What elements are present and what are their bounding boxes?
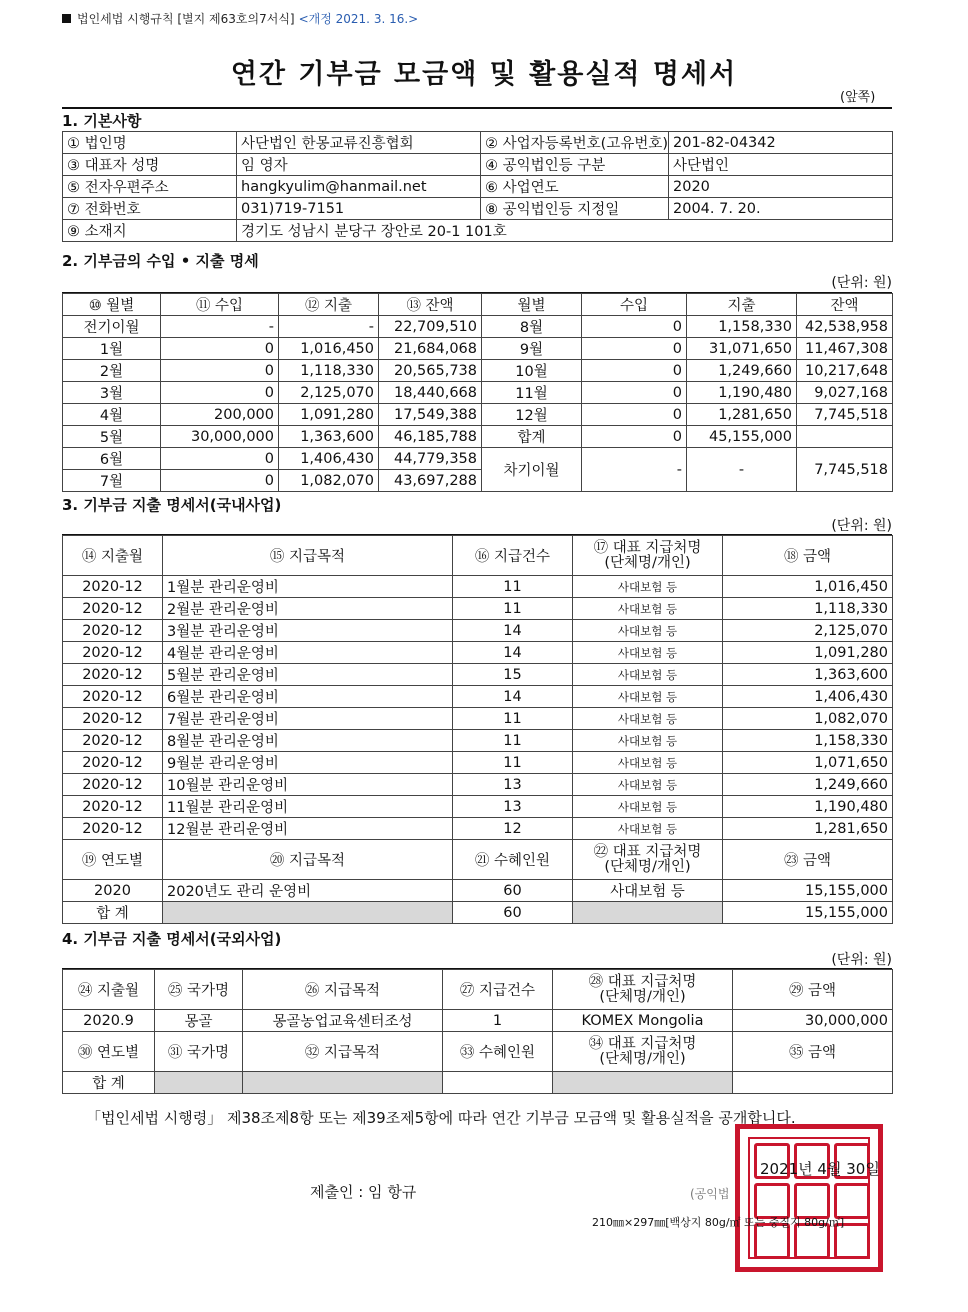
column-header: ⑳ 지급목적 [163,840,453,880]
corp-type: 사단법인 [669,154,893,176]
payee-name: 사대보험 등 [573,576,723,598]
amount: 1,190,480 [723,796,893,818]
expense-month: 2020.9 [63,1010,155,1032]
overseas-expense-table [62,969,893,1094]
table-row [63,220,893,242]
expense-month: 2020-12 [63,576,163,598]
payee-name: 사대보험 등 [573,708,723,730]
carry-forward-balance: 7,745,518 [797,448,893,492]
column-header: ㉛ 국가명 [155,1032,243,1072]
payee-name: 사대보험 등 [573,796,723,818]
section1-top-rule [62,107,892,109]
month-cell: 1월 [63,338,161,360]
table-row [63,664,893,686]
column-header: ㉖ 지급목적 [243,970,443,1010]
expense-cell: 1,158,330 [687,316,797,338]
expense-cell: - [279,316,379,338]
email-value: hangkyulim@hanmail.net [237,176,481,198]
column-header: ㉝ 수혜인원 [443,1032,553,1072]
amount: 15,155,000 [723,880,893,902]
table-row [63,426,893,448]
header-line: (단체명/개인) [604,858,691,875]
column-header: ⑬ 잔액 [379,294,482,316]
section3-unit: (단위: 원) [831,518,892,534]
income-cell: 0 [582,338,687,360]
amount: 2,125,070 [723,620,893,642]
expense-cell: 1,091,280 [279,404,379,426]
amount: 1,082,070 [723,708,893,730]
shaded-cell [243,1072,443,1094]
total-count: 60 [453,902,573,924]
income-cell: 0 [582,382,687,404]
field-label: ④ 공익법인등 구분 [481,154,669,176]
expense-cell: 1,190,480 [687,382,797,404]
field-label: ② 사업자등록번호(고유번호) [481,132,669,154]
month-cell: 3월 [63,382,161,404]
expense-month: 2020-12 [63,774,163,796]
expense-purpose: 3월분 관리운영비 [163,620,453,642]
balance-cell: 7,745,518 [797,404,893,426]
field-label: ⑧ 공익법인등 지정일 [481,198,669,220]
payee-name: 사대보험 등 [573,664,723,686]
payee-name: 사대보험 등 [573,620,723,642]
header-line: ㉘ 대표 지급처명 [588,973,697,990]
month-cell: 2월 [63,360,161,382]
expense-month: 2020-12 [63,620,163,642]
column-header: ㉔ 지출월 [63,970,155,1010]
column-header: ㉟ 금액 [733,1032,893,1072]
column-header [553,970,733,1010]
expense-purpose: 10월분 관리운영비 [163,774,453,796]
amount: 1,118,330 [723,598,893,620]
total-income: 0 [582,426,687,448]
table-row [63,132,893,154]
field-label: ⑦ 전화번호 [63,198,237,220]
beneficiary-count: 60 [453,880,573,902]
carry-forward-expense: - [687,448,797,492]
basic-info-table [62,131,893,242]
column-header: ⑲ 연도별 [63,840,163,880]
payee-name: 사대보험 등 [573,880,723,902]
table-row [63,880,893,902]
table-row [63,1010,893,1032]
expense-month: 2020-12 [63,642,163,664]
balance-cell: 42,538,958 [797,316,893,338]
expense-purpose: 4월분 관리운영비 [163,642,453,664]
month-cell: 5월 [63,426,161,448]
column-header: 수입 [582,294,687,316]
month-cell: 12월 [482,404,582,426]
payment-count: 13 [453,774,573,796]
income-cell: 0 [161,470,279,492]
table-row [63,796,893,818]
total-label: 합 계 [63,1072,155,1094]
section1-title: 1. 기본사항 [62,112,142,130]
payee-name: KOMEX Mongolia [553,1010,733,1032]
section4-title: 4. 기부금 지출 명세서(국외사업) [62,930,282,948]
month-cell: 8월 [482,316,582,338]
payment-count: 11 [453,598,573,620]
table-row [63,598,893,620]
expense-purpose: 2020년도 관리 운영비 [163,880,453,902]
table-row [63,448,893,470]
amount: 1,016,450 [723,576,893,598]
month-cell: 6월 [63,448,161,470]
balance-cell: 43,697,288 [379,470,482,492]
balance-cell: 17,549,388 [379,404,482,426]
total-row [63,902,893,924]
payment-count: 12 [453,818,573,840]
payee-name: 사대보험 등 [573,774,723,796]
field-label: ① 법인명 [63,132,237,154]
header-line: (단체명/개인) [599,1050,686,1067]
expense-purpose: 8월분 관리운영비 [163,730,453,752]
column-header: ㉕ 국가명 [155,970,243,1010]
table-row [63,752,893,774]
amount: 1,281,650 [723,818,893,840]
domestic-expense-table [62,535,893,924]
expense-month: 2020-12 [63,730,163,752]
table-row [63,176,893,198]
amount: 1,158,330 [723,730,893,752]
income-cell: 0 [161,338,279,360]
expense-cell: 1,118,330 [279,360,379,382]
payment-count: 14 [453,642,573,664]
expense-cell: 1,016,450 [279,338,379,360]
income-cell: 0 [582,404,687,426]
month-cell: 7월 [63,470,161,492]
page-title: 연간 기부금 모금액 및 활용실적 명세서 [230,59,738,90]
field-label: ⑥ 사업연도 [481,176,669,198]
column-header: ⑮ 지급목적 [163,536,453,576]
carry-forward-income: - [582,448,687,492]
table-row [63,382,893,404]
payment-count: 11 [453,708,573,730]
submission-date: 2021년 4월 30일 [760,1160,880,1178]
shaded-cell [163,902,453,924]
table-row [63,360,893,382]
shaded-cell [573,902,723,924]
payment-count: 15 [453,664,573,686]
amount: 1,406,430 [723,686,893,708]
expense-purpose: 11월분 관리운영비 [163,796,453,818]
column-header: ⑱ 금액 [723,536,893,576]
expense-purpose: 1월분 관리운영비 [163,576,453,598]
expense-month: 2020-12 [63,818,163,840]
table-row [63,338,893,360]
expense-cell: 1,406,430 [279,448,379,470]
payment-count: 13 [453,796,573,818]
income-cell: 200,000 [161,404,279,426]
payee-name: 사대보험 등 [573,642,723,664]
month-cell: 전기이월 [63,316,161,338]
country-name: 몽골 [155,1010,243,1032]
payee-name: 사대보험 등 [573,818,723,840]
section2-unit: (단위: 원) [831,275,892,291]
square-bullet-icon [62,14,71,23]
table-header-row [63,970,893,1010]
expense-purpose: 2월분 관리운영비 [163,598,453,620]
expense-month: 2020-12 [63,708,163,730]
empty-cell [443,1072,553,1094]
column-header [573,536,723,576]
expense-cell: 2,125,070 [279,382,379,404]
table-row [63,730,893,752]
expense-cell: 1,363,600 [279,426,379,448]
income-cell: 0 [161,360,279,382]
table-row [63,404,893,426]
balance-cell: 11,467,308 [797,338,893,360]
total-row [63,1072,893,1094]
table-row [63,642,893,664]
amount: 30,000,000 [733,1010,893,1032]
payment-count: 1 [443,1010,553,1032]
income-cell: 0 [582,316,687,338]
column-header: ㉙ 금액 [733,970,893,1010]
table-header-row [63,1032,893,1072]
month-cell: 11월 [482,382,582,404]
expense-month: 2020-12 [63,796,163,818]
field-label: ③ 대표자 성명 [63,154,237,176]
column-header [573,840,723,880]
expense-purpose: 6월분 관리운영비 [163,686,453,708]
field-label: ⑤ 전자우편주소 [63,176,237,198]
column-header: ㉜ 지급목적 [243,1032,443,1072]
section4-unit: (단위: 원) [831,952,892,968]
balance-cell: 20,565,738 [379,360,482,382]
expense-month: 2020-12 [63,664,163,686]
total-label: 합 계 [63,902,163,924]
income-cell: 30,000,000 [161,426,279,448]
carry-forward-label: 차기이월 [482,448,582,492]
table-row [63,198,893,220]
table-row [63,818,893,840]
income-cell: 0 [161,448,279,470]
column-header: ㉗ 지급건수 [443,970,553,1010]
expense-cell: 31,071,650 [687,338,797,360]
income-cell: 0 [161,382,279,404]
empty-cell [733,1072,893,1094]
income-expense-table [62,293,893,492]
expense-month: 2020-12 [63,686,163,708]
balance-cell: 21,684,068 [379,338,482,360]
table-header-row [63,294,893,316]
submitter: 제출인 : 임 항규 [310,1183,417,1201]
header-line: ㉞ 대표 지급처명 [588,1035,697,1052]
section3-title: 3. 기부금 지출 명세서(국내사업) [62,496,282,514]
table-header-row [63,840,893,880]
designation-date: 2004. 7. 20. [669,198,893,220]
amount: 1,071,650 [723,752,893,774]
expense-purpose: 9월분 관리운영비 [163,752,453,774]
table-row [63,620,893,642]
payee-name: 사대보험 등 [573,730,723,752]
expense-purpose: 12월분 관리운영비 [163,818,453,840]
form-rule-text: 법인세법 시행규칙 [별지 제63호의7서식] [77,12,295,26]
expense-month: 2020-12 [63,752,163,774]
fiscal-year: 2020 [669,176,893,198]
column-header [553,1032,733,1072]
corp-name: 사단법인 한몽교류진흥협회 [237,132,481,154]
year-cell: 2020 [63,880,163,902]
expense-purpose: 5월분 관리운영비 [163,664,453,686]
phone-value: 031)719-7151 [237,198,481,220]
balance-cell: 9,027,168 [797,382,893,404]
header-line: ⑰ 대표 지급처명 [593,539,702,556]
table-row [63,774,893,796]
balance-cell: 10,217,648 [797,360,893,382]
column-header: 잔액 [797,294,893,316]
balance-cell: 22,709,510 [379,316,482,338]
expense-cell: 1,249,660 [687,360,797,382]
field-label: ⑨ 소재지 [63,220,237,242]
header-line: ㉒ 대표 지급처명 [593,843,702,860]
column-header: ㉓ 금액 [723,840,893,880]
column-header: ⑩ 월별 [63,294,161,316]
expense-cell: 1,082,070 [279,470,379,492]
amount: 1,091,280 [723,642,893,664]
balance-cell: 46,185,788 [379,426,482,448]
total-expense: 45,155,000 [687,426,797,448]
month-cell: 4월 [63,404,161,426]
paper-spec: 210㎜×297㎜[백상지 80g/㎡ 또는 중질지 80g/㎡] [592,1216,845,1229]
expense-month: 2020-12 [63,598,163,620]
payment-count: 11 [453,576,573,598]
representative-name: 임 영자 [237,154,481,176]
month-cell: 10월 [482,360,582,382]
business-number: 201-82-04342 [669,132,893,154]
income-cell: 0 [582,360,687,382]
column-header: ⑫ 지출 [279,294,379,316]
column-header: 월별 [482,294,582,316]
balance-cell: 44,779,358 [379,448,482,470]
page-side-label: (앞쪽) [840,90,876,105]
table-row [63,708,893,730]
shaded-cell [553,1072,733,1094]
table-header-row [63,536,893,576]
payee-name: 사대보험 등 [573,752,723,774]
address-value: 경기도 성남시 분당구 장안로 20-1 101호 [237,220,893,242]
header-line: (단체명/개인) [599,988,686,1005]
column-header: ⑯ 지급건수 [453,536,573,576]
column-header: 지출 [687,294,797,316]
public-corp-label: (공익법 [690,1187,730,1201]
table-row [63,154,893,176]
disclosure-statement: 「법인세법 시행령」 제38조제8항 또는 제39조제5항에 따라 연간 기부금 모금액 및 활용실적을 공개합니다. [86,1109,796,1127]
income-cell: - [161,316,279,338]
total-label: 합계 [482,426,582,448]
amount: 1,249,660 [723,774,893,796]
section2-title: 2. 기부금의 수입 • 지출 명세 [62,252,259,270]
amount: 1,363,600 [723,664,893,686]
payee-name: 사대보험 등 [573,686,723,708]
payment-count: 11 [453,752,573,774]
total-amount: 15,155,000 [723,902,893,924]
form-rule-header [62,10,418,27]
expense-cell: 1,281,650 [687,404,797,426]
table-row [63,316,893,338]
expense-purpose: 7월분 관리운영비 [163,708,453,730]
revision-text: <개정 2021. 3. 16.> [298,12,419,26]
payment-count: 11 [453,730,573,752]
shaded-cell [155,1072,243,1094]
column-header: ⑭ 지출월 [63,536,163,576]
official-seal-stamp [735,1124,883,1272]
column-header: ㉑ 수혜인원 [453,840,573,880]
column-header: ㉚ 연도별 [63,1032,155,1072]
balance-cell [797,426,893,448]
month-cell: 9월 [482,338,582,360]
payment-count: 14 [453,620,573,642]
column-header: ⑪ 수입 [161,294,279,316]
payment-count: 14 [453,686,573,708]
balance-cell: 18,440,668 [379,382,482,404]
expense-purpose: 몽골농업교육센터조성 [243,1010,443,1032]
payee-name: 사대보험 등 [573,598,723,620]
table-row [63,686,893,708]
table-row [63,576,893,598]
header-line: (단체명/개인) [604,554,691,571]
